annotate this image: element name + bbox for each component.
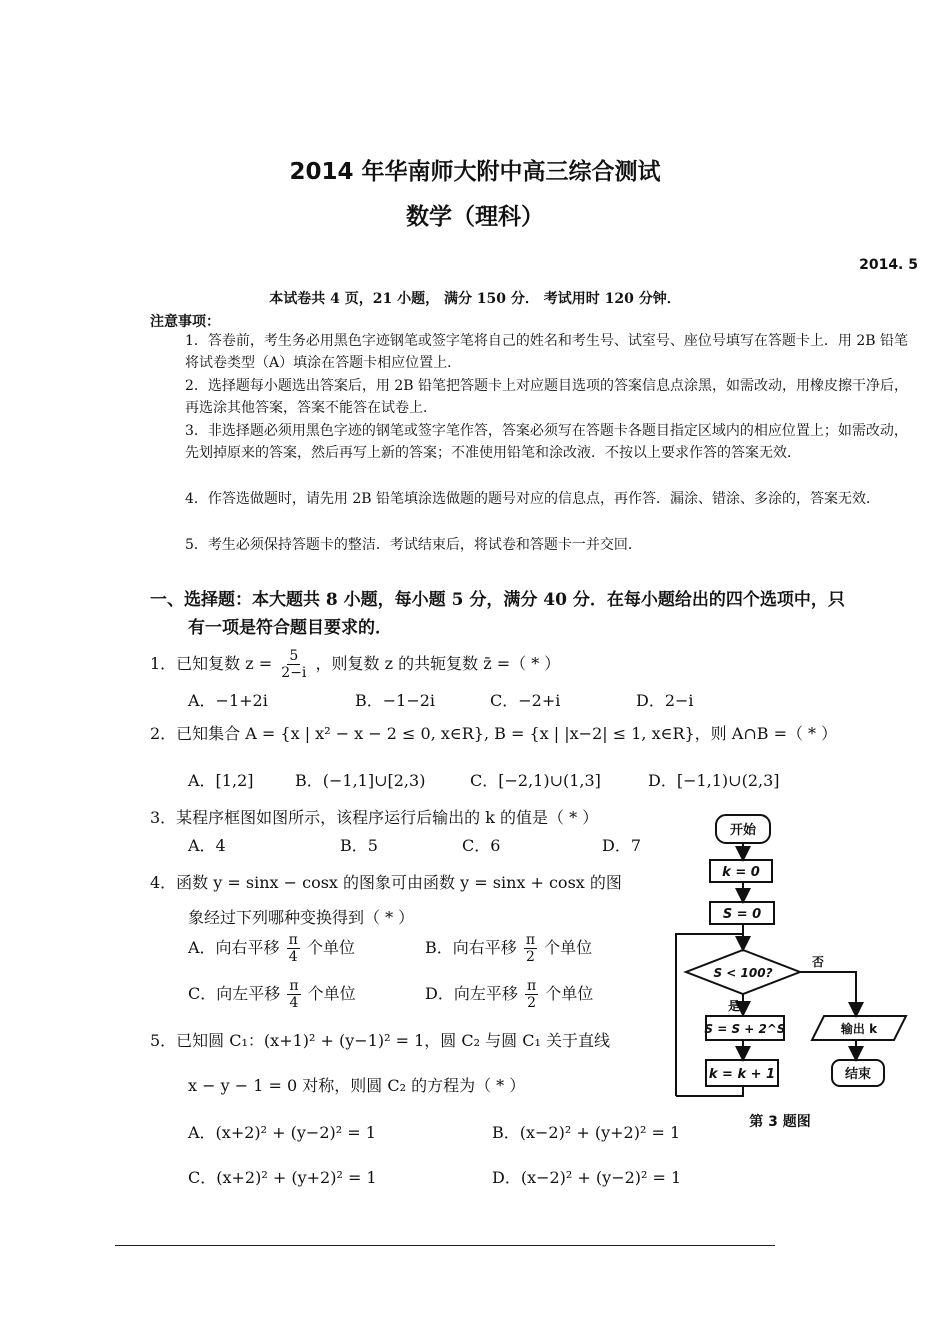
flow-yes-label: 是 bbox=[727, 999, 741, 1013]
page-title: 2014 年华南师大附中高三综合测试 bbox=[289, 159, 661, 185]
q4a-prefix: A．向右平移 bbox=[188, 938, 280, 957]
q4d-fraction bbox=[525, 978, 538, 1011]
q4a-den: 4 bbox=[288, 949, 298, 965]
q4b-suffix: 个单位 bbox=[544, 938, 593, 957]
note-item: 3．非选择题必须用黑色字迹的钢笔或签字笔作答，答案必须写在答题卡各题目指定区域内的相应位置上；如需改动，先划掉原来的答案，然后再写上新的答案；不准使用铅笔和涂改液．不按以上要求作答的答案无效． bbox=[185, 423, 908, 461]
q3-option-c: C．6 bbox=[462, 836, 501, 855]
question-5-stem: 5．已知圆 C₁：(x+1)² + (y−1)² = 1，圆 C₂ 与圆 C₁ 关于直线 bbox=[150, 1031, 610, 1050]
flow-condition-label: S < 100? bbox=[713, 966, 773, 980]
page-subtitle: 数学（理科） bbox=[406, 204, 544, 230]
flow-init-k-label: k = 0 bbox=[722, 865, 760, 880]
q3-option-b: B．5 bbox=[340, 836, 378, 855]
notes-heading: 注意事项： bbox=[150, 314, 220, 330]
flow-end-label: 结束 bbox=[844, 1067, 872, 1082]
q4-option-b bbox=[425, 932, 592, 965]
flow-update-k-label: k = k + 1 bbox=[708, 1067, 776, 1082]
q2-option-a: A．[1,2] bbox=[188, 771, 254, 790]
q1-option-d: D．2−i bbox=[636, 691, 694, 710]
q4-option-a bbox=[188, 932, 355, 965]
q4d-suffix: 个单位 bbox=[545, 984, 594, 1003]
exam-date: 2014. 5 bbox=[859, 257, 918, 273]
q3-option-d: D．7 bbox=[602, 836, 642, 855]
q3-option-a: A．4 bbox=[188, 836, 226, 855]
q4d-num: π bbox=[526, 978, 537, 994]
note-item: 1．答卷前，考生务必用黑色字迹钢笔或签字笔将自己的姓名和考生号、试室号、座位号填写在答题卡上．用 2B 铅笔将试卷类型（A）填涂在答题卡相应位置上． bbox=[185, 333, 908, 371]
flow-no-label: 否 bbox=[811, 955, 825, 969]
question-4-stem-cont: 象经过下列哪种变换得到（ * ） bbox=[188, 908, 415, 927]
question-2-stem: 2．已知集合 A = {x | x² − x − 2 ≤ 0, x∈R}, B = {x | |x−2| ≤ 1, x∈R}，则 A∩B =（ * ） bbox=[150, 724, 838, 743]
q4-option-c bbox=[188, 978, 356, 1011]
footer-divider bbox=[115, 1245, 775, 1246]
q4c-suffix: 个单位 bbox=[307, 984, 356, 1003]
q5-option-b: B．(x−2)² + (y+2)² = 1 bbox=[492, 1123, 681, 1142]
q1-suffix: ，则复数 z 的共轭复数 z̄ =（ * ） bbox=[315, 654, 561, 673]
q4a-fraction bbox=[287, 932, 300, 965]
q4d-den: 2 bbox=[527, 995, 536, 1011]
question-1-stem bbox=[150, 648, 560, 681]
flow-update-s-label: S = S + 2^S bbox=[704, 1022, 786, 1036]
note-item: 5．考生必须保持答题卡的整洁．考试结束后，将试卷和答题卡一并交回． bbox=[185, 537, 642, 553]
q1-frac-den: 2−i bbox=[281, 665, 307, 681]
q4c-den: 4 bbox=[289, 995, 299, 1011]
section-heading-cont: 有一项是符合题目要求的． bbox=[188, 618, 392, 638]
q4c-fraction bbox=[287, 978, 300, 1011]
q4c-num: π bbox=[289, 978, 299, 994]
q5-option-c: C．(x+2)² + (y+2)² = 1 bbox=[188, 1168, 377, 1187]
flow-start-label: 开始 bbox=[729, 823, 757, 838]
q2-option-b: B．(−1,1]∪[2,3) bbox=[295, 771, 426, 790]
flowchart-caption: 第 3 题图 bbox=[749, 1114, 811, 1130]
q4-option-d bbox=[425, 978, 593, 1011]
q1-option-b: B．−1−2i bbox=[355, 691, 436, 710]
note-item: 4．作答选做题时，请先用 2B 铅笔填涂选做题的题号对应的信息点，再作答．漏涂、错涂、多涂的，答案无效． bbox=[185, 491, 881, 507]
q4b-fraction bbox=[524, 932, 537, 965]
q1-frac-num: 5 bbox=[289, 648, 299, 664]
flowchart-figure bbox=[660, 800, 920, 1140]
section-heading: 一、选择题：本大题共 8 小题，每小题 5 分，满分 40 分．在每小题给出的四个选项中，只 bbox=[150, 590, 845, 610]
q2-option-c: C．[−2,1)∪(1,3] bbox=[470, 771, 601, 790]
question-3-stem: 3．某程序框图如图所示，该程序运行后输出的 k 的值是（ * ） bbox=[150, 808, 599, 827]
q4b-prefix: B．向右平移 bbox=[425, 938, 517, 957]
q2-option-d: D．[−1,1)∪(2,3] bbox=[648, 771, 780, 790]
q5-option-a: A．(x+2)² + (y−2)² = 1 bbox=[188, 1123, 376, 1142]
q1-option-c: C．−2+i bbox=[490, 691, 561, 710]
question-5-stem-cont: x − y − 1 = 0 对称，则圆 C₂ 的方程为（ * ） bbox=[188, 1076, 526, 1095]
q4b-den: 2 bbox=[526, 949, 535, 965]
flow-output-label: 输出 k bbox=[840, 1022, 878, 1036]
flow-init-s-label: S = 0 bbox=[722, 907, 762, 922]
question-4-stem: 4．函数 y = sinx − cosx 的图象可由函数 y = sinx + cosx 的图 bbox=[150, 873, 622, 892]
q5-option-d: D．(x−2)² + (y−2)² = 1 bbox=[492, 1168, 682, 1187]
q4a-num: π bbox=[288, 932, 298, 948]
q4c-prefix: C．向左平移 bbox=[188, 984, 281, 1003]
q4a-suffix: 个单位 bbox=[306, 938, 355, 957]
q4b-num: π bbox=[525, 932, 536, 948]
q1-option-a: A．−1+2i bbox=[188, 691, 268, 710]
q1-prefix: 1．已知复数 z = bbox=[150, 654, 273, 673]
q4d-prefix: D．向左平移 bbox=[425, 984, 518, 1003]
q1-fraction bbox=[279, 648, 308, 681]
exam-info: 本试卷共 4 页，21 小题， 满分 150 分． 考试用时 120 分钟． bbox=[269, 291, 681, 307]
note-item: 2．选择题每小题选出答案后，用 2B 铅笔把答题卡上对应题目选项的答案信息点涂黑，如需改动，用橡皮擦干净后，再选涂其他答案，答案不能答在试卷上． bbox=[185, 378, 908, 416]
